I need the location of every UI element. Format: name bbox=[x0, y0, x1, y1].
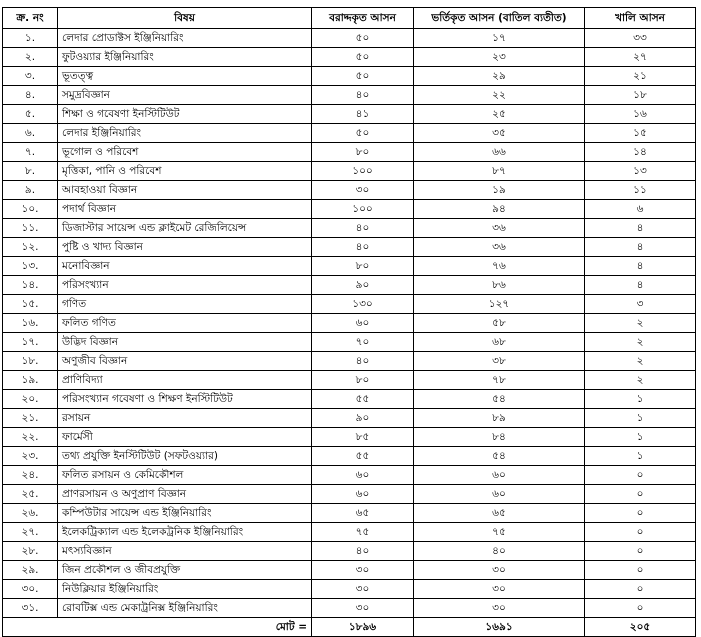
subject-cell: মৃত্তিকা, পানি ও পরিবেশ bbox=[58, 162, 312, 181]
admitted-cell: ১২৭ bbox=[414, 295, 585, 314]
subject-cell: সমুদ্রবিজ্ঞান bbox=[58, 86, 312, 105]
table-body bbox=[3, 29, 696, 618]
allotted-cell: ৬০ bbox=[312, 485, 414, 504]
admitted-cell: ৩৮ bbox=[414, 352, 585, 371]
vacant-cell: ০ bbox=[585, 542, 696, 561]
vacant-cell: ১৮ bbox=[585, 86, 696, 105]
serial-cell: ১৩. bbox=[3, 257, 58, 276]
serial-cell: ১৬. bbox=[3, 314, 58, 333]
allotted-cell: ৪১ bbox=[312, 105, 414, 124]
allotted-cell: ১০০ bbox=[312, 162, 414, 181]
header-admitted: ভর্তিকৃত আসন (বাতিল ব্যতীত) bbox=[414, 8, 585, 29]
vacant-cell: ০ bbox=[585, 485, 696, 504]
vacant-cell: ১ bbox=[585, 409, 696, 428]
serial-cell: ২৬. bbox=[3, 504, 58, 523]
header-allotted: বরাদ্দকৃত আসন bbox=[312, 8, 414, 29]
allotted-cell: ৫০ bbox=[312, 124, 414, 143]
vacant-cell: ১৫ bbox=[585, 124, 696, 143]
admitted-cell: ৬৬ bbox=[414, 143, 585, 162]
admitted-cell: ৮৭ bbox=[414, 162, 585, 181]
serial-cell: ৩১. bbox=[3, 599, 58, 618]
header-subject: বিষয় bbox=[58, 8, 312, 29]
vacant-cell: ১১ bbox=[585, 181, 696, 200]
vacant-cell: ২১ bbox=[585, 67, 696, 86]
allotted-cell: ৩০ bbox=[312, 580, 414, 599]
vacant-cell: ৪ bbox=[585, 238, 696, 257]
allotted-cell: ১৩০ bbox=[312, 295, 414, 314]
table-row bbox=[3, 580, 696, 599]
vacant-cell: ৪ bbox=[585, 257, 696, 276]
table-row bbox=[3, 276, 696, 295]
vacant-cell: ২ bbox=[585, 314, 696, 333]
subject-cell: পরিসংখ্যান গবেষণা ও শিক্ষণ ইনস্টিটিউট bbox=[58, 390, 312, 409]
table-row bbox=[3, 143, 696, 162]
vacant-cell: ২ bbox=[585, 371, 696, 390]
table-row bbox=[3, 29, 696, 48]
total-allotted: ১৮৯৬ bbox=[312, 618, 414, 637]
serial-cell: ২২. bbox=[3, 428, 58, 447]
admitted-cell: ৮৬ bbox=[414, 276, 585, 295]
seat-table bbox=[2, 7, 696, 637]
allotted-cell: ৯০ bbox=[312, 276, 414, 295]
vacant-cell: ৩৩ bbox=[585, 29, 696, 48]
table-row bbox=[3, 181, 696, 200]
vacant-cell: ১৬ bbox=[585, 105, 696, 124]
serial-cell: ১২. bbox=[3, 238, 58, 257]
admitted-cell: ৩০ bbox=[414, 561, 585, 580]
vacant-cell: ৪ bbox=[585, 219, 696, 238]
table-row bbox=[3, 219, 696, 238]
vacant-cell: ১৩ bbox=[585, 162, 696, 181]
subject-cell: রোবটিক্স এন্ড মেকাট্রনিক্স ইঞ্জিনিয়ারিং bbox=[58, 599, 312, 618]
vacant-cell: ০ bbox=[585, 561, 696, 580]
subject-cell: শিক্ষা ও গবেষণা ইনস্টিটিউট bbox=[58, 105, 312, 124]
serial-cell: ২৩. bbox=[3, 447, 58, 466]
subject-cell: আবহাওয়া বিজ্ঞান bbox=[58, 181, 312, 200]
vacant-cell: ০ bbox=[585, 599, 696, 618]
admitted-cell: ৮৪ bbox=[414, 428, 585, 447]
admitted-cell: ২৯ bbox=[414, 67, 585, 86]
vacant-cell: ১ bbox=[585, 447, 696, 466]
table-row bbox=[3, 48, 696, 67]
table-row bbox=[3, 333, 696, 352]
vacant-cell: ১ bbox=[585, 428, 696, 447]
allotted-cell: ৫০ bbox=[312, 48, 414, 67]
subject-cell: অণুজীব বিজ্ঞান bbox=[58, 352, 312, 371]
serial-cell: ২৮. bbox=[3, 542, 58, 561]
admitted-cell: ৭৬ bbox=[414, 257, 585, 276]
header-vacant: খালি আসন bbox=[585, 8, 696, 29]
vacant-cell: ৩ bbox=[585, 295, 696, 314]
vacant-cell: ২৭ bbox=[585, 48, 696, 67]
allotted-cell: ৩০ bbox=[312, 561, 414, 580]
header-serial: ক্র. নং bbox=[3, 8, 58, 29]
subject-cell: পদার্থ বিজ্ঞান bbox=[58, 200, 312, 219]
subject-cell: ভূতত্ত্ব bbox=[58, 67, 312, 86]
serial-cell: ১৪. bbox=[3, 276, 58, 295]
serial-cell: ৫. bbox=[3, 105, 58, 124]
subject-cell: প্রাণিবিদ্যা bbox=[58, 371, 312, 390]
serial-cell: ১১. bbox=[3, 219, 58, 238]
table-row bbox=[3, 561, 696, 580]
allotted-cell: ৫০ bbox=[312, 67, 414, 86]
allotted-cell: ১০০ bbox=[312, 200, 414, 219]
subject-cell: ফার্মেসী bbox=[58, 428, 312, 447]
serial-cell: ২৪. bbox=[3, 466, 58, 485]
admitted-cell: ৩০ bbox=[414, 599, 585, 618]
table-row bbox=[3, 390, 696, 409]
serial-cell: ২৭. bbox=[3, 523, 58, 542]
serial-cell: ১৯. bbox=[3, 371, 58, 390]
subject-cell: জিন প্রকৌশল ও জীবপ্রযুক্তি bbox=[58, 561, 312, 580]
table-row bbox=[3, 447, 696, 466]
serial-cell: ১৫. bbox=[3, 295, 58, 314]
subject-cell: রসায়ন bbox=[58, 409, 312, 428]
vacant-cell: ৬ bbox=[585, 200, 696, 219]
serial-cell: ২. bbox=[3, 48, 58, 67]
serial-cell: ২০. bbox=[3, 390, 58, 409]
allotted-cell: ৯০ bbox=[312, 409, 414, 428]
admitted-cell: ৪০ bbox=[414, 542, 585, 561]
table-row bbox=[3, 295, 696, 314]
table-row bbox=[3, 124, 696, 143]
table-row bbox=[3, 599, 696, 618]
table-row bbox=[3, 352, 696, 371]
subject-cell: গণিত bbox=[58, 295, 312, 314]
allotted-cell: ৭৫ bbox=[312, 523, 414, 542]
table-row bbox=[3, 105, 696, 124]
subject-cell: নিউক্লিয়ার ইঞ্জিনিয়ারিং bbox=[58, 580, 312, 599]
table-row bbox=[3, 67, 696, 86]
allotted-cell: ৮০ bbox=[312, 371, 414, 390]
subject-cell: মৎস্যবিজ্ঞান bbox=[58, 542, 312, 561]
subject-cell: ফলিত রসায়ন ও কেমিকৌশল bbox=[58, 466, 312, 485]
admitted-cell: ২২ bbox=[414, 86, 585, 105]
allotted-cell: ৪০ bbox=[312, 86, 414, 105]
admitted-cell: ২৫ bbox=[414, 105, 585, 124]
admitted-cell: ৬০ bbox=[414, 485, 585, 504]
vacant-cell: ২ bbox=[585, 352, 696, 371]
table-row bbox=[3, 428, 696, 447]
serial-cell: ১৮. bbox=[3, 352, 58, 371]
admitted-cell: ৫৪ bbox=[414, 390, 585, 409]
allotted-cell: ৮০ bbox=[312, 257, 414, 276]
table-row bbox=[3, 466, 696, 485]
admitted-cell: ৩৫ bbox=[414, 124, 585, 143]
table-header-row bbox=[3, 8, 696, 29]
total-admitted: ১৬৯১ bbox=[414, 618, 585, 637]
admitted-cell: ৭৮ bbox=[414, 371, 585, 390]
allotted-cell: ৫৫ bbox=[312, 390, 414, 409]
admitted-cell: ৮৯ bbox=[414, 409, 585, 428]
table-row bbox=[3, 523, 696, 542]
allotted-cell: ৪০ bbox=[312, 219, 414, 238]
subject-cell: লেদার ইঞ্জিনিয়ারিং bbox=[58, 124, 312, 143]
subject-cell: ডিজাস্টার সায়েন্স এন্ড ক্লাইমেট রেজিলিয়েন্স bbox=[58, 219, 312, 238]
allotted-cell: ৩০ bbox=[312, 599, 414, 618]
allotted-cell: ৫৫ bbox=[312, 447, 414, 466]
serial-cell: ৯. bbox=[3, 181, 58, 200]
vacant-cell: ০ bbox=[585, 504, 696, 523]
allotted-cell: ৬০ bbox=[312, 314, 414, 333]
admitted-cell: ৫৮ bbox=[414, 314, 585, 333]
vacant-cell: ১ bbox=[585, 390, 696, 409]
table-row bbox=[3, 257, 696, 276]
admitted-cell: ৩০ bbox=[414, 580, 585, 599]
serial-cell: ১. bbox=[3, 29, 58, 48]
admitted-cell: ১৯ bbox=[414, 181, 585, 200]
total-label: মোট = bbox=[3, 618, 312, 637]
subject-cell: ফলিত গণিত bbox=[58, 314, 312, 333]
subject-cell: উদ্ভিদ বিজ্ঞান bbox=[58, 333, 312, 352]
serial-cell: ১৭. bbox=[3, 333, 58, 352]
table-row bbox=[3, 162, 696, 181]
admitted-cell: ৩৬ bbox=[414, 219, 585, 238]
subject-cell: পরিসংখ্যান bbox=[58, 276, 312, 295]
allotted-cell: ৬০ bbox=[312, 466, 414, 485]
table-row bbox=[3, 504, 696, 523]
vacant-cell: ১৪ bbox=[585, 143, 696, 162]
vacant-cell: ২ bbox=[585, 333, 696, 352]
subject-cell: ভূগোল ও পরিবেশ bbox=[58, 143, 312, 162]
serial-cell: ২১. bbox=[3, 409, 58, 428]
allotted-cell: ৪০ bbox=[312, 352, 414, 371]
allotted-cell: ৮৫ bbox=[312, 428, 414, 447]
vacant-cell: ০ bbox=[585, 466, 696, 485]
admitted-cell: ৫৪ bbox=[414, 447, 585, 466]
table-row bbox=[3, 542, 696, 561]
serial-cell: ২৯. bbox=[3, 561, 58, 580]
seat-table-container bbox=[2, 7, 696, 637]
serial-cell: ৩. bbox=[3, 67, 58, 86]
subject-cell: লেদার প্রোডাক্টস ইঞ্জিনিয়ারিং bbox=[58, 29, 312, 48]
table-row bbox=[3, 200, 696, 219]
admitted-cell: ৩৬ bbox=[414, 238, 585, 257]
admitted-cell: ৬৮ bbox=[414, 333, 585, 352]
allotted-cell: ৪০ bbox=[312, 238, 414, 257]
serial-cell: ১০. bbox=[3, 200, 58, 219]
allotted-cell: ৬৫ bbox=[312, 504, 414, 523]
table-row bbox=[3, 238, 696, 257]
vacant-cell: ০ bbox=[585, 523, 696, 542]
table-row bbox=[3, 371, 696, 390]
admitted-cell: ৭৫ bbox=[414, 523, 585, 542]
subject-cell: মনোবিজ্ঞান bbox=[58, 257, 312, 276]
serial-cell: ২৫. bbox=[3, 485, 58, 504]
subject-cell: ফুটওয়্যার ইঞ্জিনিয়ারিং bbox=[58, 48, 312, 67]
admitted-cell: ৯৪ bbox=[414, 200, 585, 219]
serial-cell: ৭. bbox=[3, 143, 58, 162]
admitted-cell: ৬০ bbox=[414, 466, 585, 485]
subject-cell: ইলেকট্রিক্যাল এন্ড ইলেকট্রনিক ইঞ্জিনিয়ারিং bbox=[58, 523, 312, 542]
allotted-cell: ৭০ bbox=[312, 333, 414, 352]
subject-cell: প্রাণরসায়ন ও অণুপ্রাণ বিজ্ঞান bbox=[58, 485, 312, 504]
serial-cell: ৪. bbox=[3, 86, 58, 105]
vacant-cell: ৪ bbox=[585, 276, 696, 295]
allotted-cell: ৩০ bbox=[312, 181, 414, 200]
table-row bbox=[3, 86, 696, 105]
admitted-cell: ২৩ bbox=[414, 48, 585, 67]
allotted-cell: ৮০ bbox=[312, 143, 414, 162]
serial-cell: ৩০. bbox=[3, 580, 58, 599]
subject-cell: তথ্য প্রযুক্তি ইনস্টিটিউট (সফটওয়্যার) bbox=[58, 447, 312, 466]
table-row bbox=[3, 314, 696, 333]
serial-cell: ৬. bbox=[3, 124, 58, 143]
vacant-cell: ০ bbox=[585, 580, 696, 599]
admitted-cell: ১৭ bbox=[414, 29, 585, 48]
table-row bbox=[3, 409, 696, 428]
allotted-cell: ৪০ bbox=[312, 542, 414, 561]
allotted-cell: ৫০ bbox=[312, 29, 414, 48]
total-vacant: ২০৫ bbox=[585, 618, 696, 637]
serial-cell: ৮. bbox=[3, 162, 58, 181]
subject-cell: পুষ্টি ও খাদ্য বিজ্ঞান bbox=[58, 238, 312, 257]
admitted-cell: ৬৫ bbox=[414, 504, 585, 523]
table-row bbox=[3, 485, 696, 504]
subject-cell: কম্পিউটার সায়েন্স এন্ড ইঞ্জিনিয়ারিং bbox=[58, 504, 312, 523]
